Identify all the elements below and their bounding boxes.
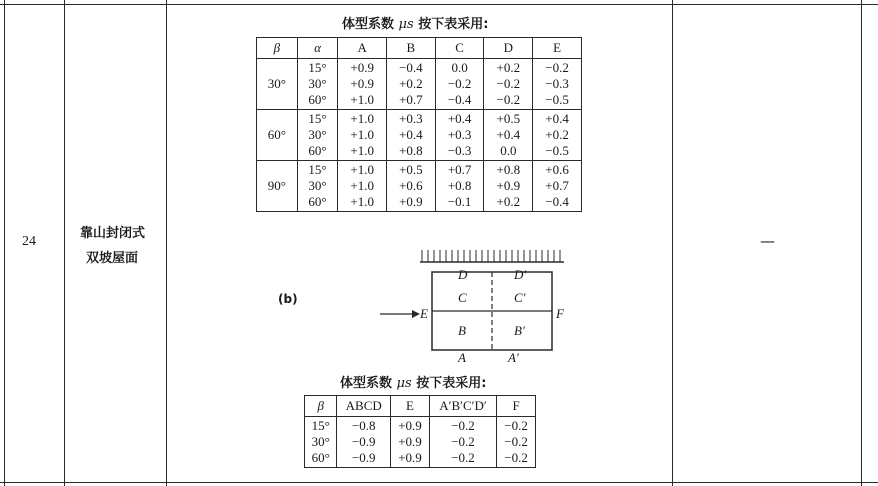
table-cell: 60° bbox=[308, 194, 327, 209]
table-cell: −0.3 bbox=[545, 76, 569, 91]
coef-cell-a bbox=[338, 59, 387, 110]
roof-plan-svg bbox=[260, 240, 580, 370]
table-cell: 60° bbox=[308, 92, 327, 107]
table-cell: +0.7 bbox=[399, 92, 423, 107]
table-cell: +1.0 bbox=[350, 178, 374, 193]
table-cell: 15° bbox=[308, 111, 327, 126]
table-cell: +0.6 bbox=[545, 162, 569, 177]
cell-c-prime: C′ bbox=[514, 290, 526, 305]
cell-b: B bbox=[458, 323, 466, 338]
table-cell: +0.9 bbox=[398, 450, 422, 465]
table-cell: 30° bbox=[308, 127, 327, 142]
table-cell: 15° bbox=[311, 418, 330, 433]
caption-text: 按下表采用: bbox=[416, 376, 487, 391]
table-cell: −0.2 bbox=[451, 450, 475, 465]
coef-cell-c bbox=[435, 110, 484, 161]
header-d: D bbox=[484, 38, 533, 59]
header-a: A bbox=[338, 38, 387, 59]
table-cell: −0.2 bbox=[496, 92, 521, 107]
label-d-prime: D′ bbox=[514, 267, 527, 282]
table-cell: +0.8 bbox=[447, 178, 472, 193]
column-divider bbox=[166, 0, 167, 486]
beta-cell: 90° bbox=[257, 161, 298, 212]
table-cell: +0.3 bbox=[447, 127, 472, 142]
column-divider bbox=[861, 0, 862, 486]
table-cell: +0.4 bbox=[447, 111, 472, 126]
table-header-row bbox=[257, 38, 582, 59]
table-cell: +0.2 bbox=[545, 127, 569, 142]
table-cell: −0.5 bbox=[545, 143, 569, 158]
mu-symbol: μs bbox=[398, 17, 414, 32]
column-divider bbox=[64, 0, 65, 486]
hillside-hatching bbox=[422, 250, 560, 262]
header-c: C bbox=[435, 38, 484, 59]
table-cell: −0.2 bbox=[545, 60, 569, 75]
diagram-label-b: (b) bbox=[278, 292, 298, 306]
table-cell: +0.9 bbox=[399, 194, 423, 209]
label-e: E bbox=[420, 306, 428, 321]
table-cell: −0.9 bbox=[351, 434, 376, 449]
table-cell: −0.8 bbox=[351, 418, 376, 433]
coef-cell-d bbox=[484, 161, 533, 212]
table2-caption bbox=[340, 372, 486, 391]
table-cell: −0.2 bbox=[451, 418, 475, 433]
table-cell: 15° bbox=[308, 162, 327, 177]
label-a: A bbox=[458, 350, 466, 365]
row-name-line2: 双坡屋面 bbox=[86, 251, 139, 266]
table-cell: +0.6 bbox=[399, 178, 423, 193]
cell-b-prime: B′ bbox=[514, 323, 525, 338]
row-bottom-border bbox=[0, 482, 878, 483]
coef-cell-b bbox=[387, 161, 436, 212]
coef-cell-a bbox=[338, 110, 387, 161]
alpha-cell bbox=[297, 59, 338, 110]
table-cell: 60° bbox=[308, 143, 327, 158]
table-cell: 30° bbox=[311, 434, 330, 449]
label-d: D bbox=[458, 267, 468, 282]
table-cell: +0.7 bbox=[447, 162, 472, 177]
table-cell: +0.3 bbox=[399, 111, 423, 126]
table-cell: +0.4 bbox=[496, 127, 521, 142]
coef-cell-e bbox=[533, 110, 582, 161]
table-cell: +0.2 bbox=[496, 60, 521, 75]
coef-cell-e bbox=[533, 161, 582, 212]
table-cell: +0.2 bbox=[399, 76, 423, 91]
table-cell: +0.9 bbox=[350, 76, 374, 91]
table-cell: −0.5 bbox=[545, 92, 569, 107]
table-cell: +0.5 bbox=[399, 162, 423, 177]
table-cell: +1.0 bbox=[350, 92, 374, 107]
coef-cell-c bbox=[435, 161, 484, 212]
caption-text: 按下表采用: bbox=[418, 17, 489, 32]
shape-coefficient-table-b bbox=[304, 395, 536, 468]
table-cell: −0.2 bbox=[504, 418, 528, 433]
table-cell: +0.4 bbox=[399, 127, 423, 142]
shape-coefficient-table bbox=[256, 37, 582, 212]
table-cell: +0.7 bbox=[545, 178, 569, 193]
table-cell: +0.4 bbox=[545, 111, 569, 126]
coef-cell-e bbox=[533, 59, 582, 110]
column-divider bbox=[4, 0, 5, 486]
table-cell: −0.2 bbox=[496, 76, 521, 91]
roof-plan-diagram bbox=[260, 240, 580, 370]
table-cell: +1.0 bbox=[350, 111, 374, 126]
coef-cell-abcd bbox=[337, 417, 391, 468]
coef-cell-d bbox=[484, 59, 533, 110]
table-cell: −0.3 bbox=[447, 143, 472, 158]
row-number: 24 bbox=[22, 234, 36, 249]
table-cell: 15° bbox=[308, 60, 327, 75]
table-cell: 60° bbox=[311, 450, 330, 465]
table-cell: +0.8 bbox=[399, 143, 423, 158]
coef-cell-c bbox=[435, 59, 484, 110]
coef-cell-e bbox=[391, 417, 430, 468]
cell-c: C bbox=[458, 290, 467, 305]
coef-cell-f bbox=[497, 417, 536, 468]
header-alpha: α bbox=[297, 38, 338, 59]
table-row bbox=[305, 417, 536, 468]
table-cell: −0.2 bbox=[447, 76, 472, 91]
table-cell: +1.0 bbox=[350, 143, 374, 158]
caption-text: 体型系数 bbox=[340, 376, 393, 391]
header-abcd-prime: A′B′C′D′ bbox=[429, 396, 496, 417]
table-cell: 0.0 bbox=[500, 143, 517, 158]
header-abcd: ABCD bbox=[337, 396, 391, 417]
label-a-prime: A′ bbox=[508, 350, 519, 365]
coef-cell-d bbox=[484, 110, 533, 161]
beta-cell: 60° bbox=[257, 110, 298, 161]
coef-cell-beta bbox=[305, 417, 337, 468]
table-row bbox=[257, 161, 582, 212]
coef-cell-b bbox=[387, 110, 436, 161]
table1-caption bbox=[342, 13, 488, 32]
mu-symbol: μs bbox=[396, 376, 412, 391]
coef-cell-a bbox=[338, 161, 387, 212]
table-cell: −0.2 bbox=[504, 450, 528, 465]
wind-arrow-head bbox=[412, 310, 420, 318]
table-cell: +0.9 bbox=[398, 418, 422, 433]
table-cell: 30° bbox=[308, 76, 327, 91]
table-cell: +0.9 bbox=[350, 60, 374, 75]
table-row bbox=[257, 59, 582, 110]
header-b: B bbox=[387, 38, 436, 59]
table-cell: −0.2 bbox=[504, 434, 528, 449]
remark-dash: — bbox=[760, 232, 775, 250]
row-name-line1: 靠山封闭式 bbox=[80, 226, 146, 241]
header-beta: β bbox=[305, 396, 337, 417]
table-cell: −0.4 bbox=[447, 92, 472, 107]
table-cell: −0.4 bbox=[399, 60, 423, 75]
table-cell: 30° bbox=[308, 178, 327, 193]
coef-cell-b bbox=[387, 59, 436, 110]
table-cell: +1.0 bbox=[350, 194, 374, 209]
row-top-border bbox=[0, 4, 878, 5]
coef-cell-apbpcpdp bbox=[429, 417, 496, 468]
table-cell: +1.0 bbox=[350, 162, 374, 177]
alpha-cell bbox=[297, 161, 338, 212]
table-cell: +1.0 bbox=[350, 127, 374, 142]
column-divider bbox=[672, 0, 673, 486]
label-f: F bbox=[556, 306, 564, 321]
header-f: F bbox=[497, 396, 536, 417]
table-cell: +0.8 bbox=[496, 162, 521, 177]
table-cell: −0.9 bbox=[351, 450, 376, 465]
beta-cell: 30° bbox=[257, 59, 298, 110]
caption-text: 体型系数 bbox=[342, 17, 395, 32]
table-cell: +0.9 bbox=[496, 178, 521, 193]
table-cell: −0.1 bbox=[447, 194, 472, 209]
table-cell: +0.9 bbox=[398, 434, 422, 449]
table-cell: −0.2 bbox=[451, 434, 475, 449]
table-cell: +0.2 bbox=[496, 194, 521, 209]
table-cell: +0.5 bbox=[496, 111, 521, 126]
header-beta: β bbox=[257, 38, 298, 59]
alpha-cell bbox=[297, 110, 338, 161]
table-header-row bbox=[305, 396, 536, 417]
table-row bbox=[257, 110, 582, 161]
table-cell: −0.4 bbox=[545, 194, 569, 209]
header-e: E bbox=[391, 396, 430, 417]
table-cell: 0.0 bbox=[451, 60, 468, 75]
header-e: E bbox=[533, 38, 582, 59]
